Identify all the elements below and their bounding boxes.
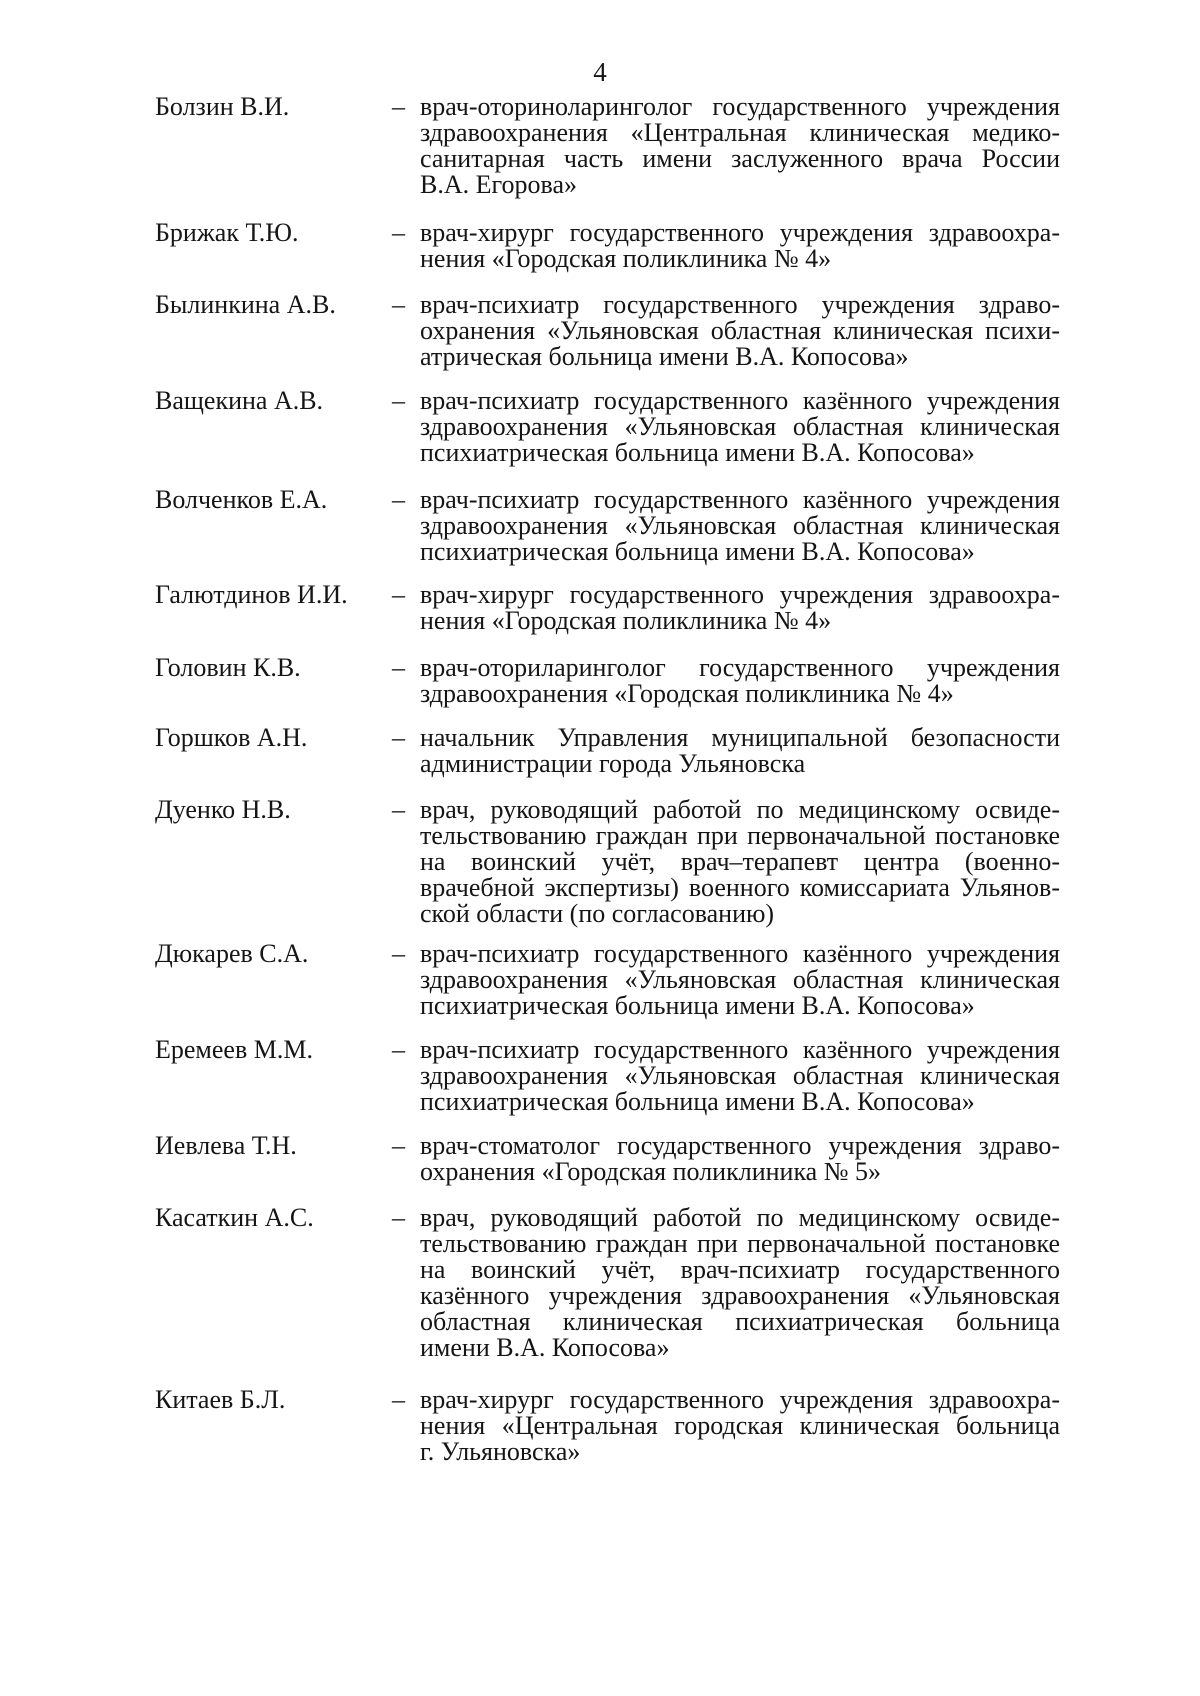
position-line: здравоохранения «Городская поликлиника № 4»: [420, 679, 954, 708]
member-position: [420, 725, 1060, 777]
member-position: [420, 220, 1060, 272]
position-line: врачебной экспертизы) военного комиссариата Ульянов-: [420, 873, 1060, 902]
position-line: врач-психиатр государственного казённого учреждения: [420, 1035, 1060, 1064]
member-name: Волченков Е.А.: [155, 485, 328, 514]
member-position: [420, 1205, 1060, 1361]
member-position: [420, 1387, 1060, 1465]
position-line: В.А. Егорова»: [420, 170, 577, 199]
member-name: Головин К.В.: [155, 653, 301, 682]
position-line: врач-психиатр государственного казённого учреждения: [420, 939, 1060, 968]
dash-separator: –: [392, 1035, 405, 1064]
dash-separator: –: [392, 653, 405, 682]
position-line: нения «Городская поликлиника № 4»: [420, 244, 832, 273]
member-name: Былинкина А.В.: [155, 290, 336, 319]
member-name: Брижак Т.Ю.: [155, 218, 299, 247]
page-number: 4: [593, 57, 607, 87]
member-position: [420, 1037, 1060, 1115]
position-line: врач-хирург государственного учреждения здравоохра-: [420, 580, 1060, 609]
position-line: врач-психиатр государственного учреждения здраво-: [420, 290, 1060, 319]
dash-separator: –: [392, 580, 405, 609]
position-line: врач-стоматолог государственного учреждения здраво-: [420, 1131, 1060, 1160]
position-line: здравоохранения «Ульяновская областная клиническая: [420, 1061, 1060, 1090]
position-line: психиатрическая больница имени В.А. Копосова»: [420, 438, 975, 467]
member-name: Китаев Б.Л.: [155, 1385, 286, 1414]
position-line: нения «Центральная городская клиническая больница: [420, 1411, 1060, 1440]
dash-separator: –: [392, 485, 405, 514]
member-position: [420, 1133, 1060, 1185]
member-position: [420, 797, 1060, 927]
member-name: Ващекина А.В.: [155, 386, 324, 415]
member-position: [420, 292, 1060, 370]
position-line: г. Ульяновска»: [420, 1437, 581, 1466]
position-line: психиатрическая больница имени В.А. Копосова»: [420, 1087, 975, 1116]
position-line: областная клиническая психиатрическая больница: [420, 1307, 1060, 1336]
member-name: Дюкарев С.А.: [155, 939, 309, 968]
position-line: здравоохранения «Ульяновская областная клиническая: [420, 965, 1060, 994]
position-line: психиатрическая больница имени В.А. Копосова»: [420, 991, 975, 1020]
position-line: врач-психиатр государственного казённого учреждения: [420, 386, 1060, 415]
position-line: казённого учреждения здравоохранения «Ульяновская: [420, 1281, 1060, 1310]
position-line: психиатрическая больница имени В.А. Копосова»: [420, 537, 975, 566]
position-line: нения «Городская поликлиника № 4»: [420, 606, 832, 635]
position-line: врач, руководящий работой по медицинскому освиде-: [420, 795, 1060, 824]
member-position: [420, 94, 1060, 198]
position-line: врач-оториноларинголог государственного учреждения: [420, 92, 1060, 121]
member-name: Касаткин А.С.: [155, 1203, 314, 1232]
position-line: охранения «Ульяновская областная клиническая психи-: [420, 316, 1060, 345]
member-name: Иевлева Т.Н.: [155, 1131, 297, 1160]
position-line: тельствованию граждан при первоначальной постановке: [420, 1229, 1060, 1258]
position-line: врач, руководящий работой по медицинскому освиде-: [420, 1203, 1060, 1232]
member-name: Болзин В.И.: [155, 92, 290, 121]
member-position: [420, 487, 1060, 565]
position-line: врач-хирург государственного учреждения здравоохра-: [420, 218, 1060, 247]
member-position: [420, 655, 1060, 707]
position-line: начальник Управления муниципальной безопасности: [420, 723, 1060, 752]
dash-separator: –: [392, 1131, 405, 1160]
position-line: охранения «Городская поликлиника № 5»: [420, 1157, 882, 1186]
position-line: ской области (по согласованию): [420, 899, 775, 928]
dash-separator: –: [392, 218, 405, 247]
member-name: Дуенко Н.В.: [155, 795, 291, 824]
position-line: тельствованию граждан при первоначальной постановке: [420, 821, 1060, 850]
position-line: врач-оториларинголог государственного учреждения: [420, 653, 1060, 682]
position-line: санитарная часть имени заслуженного врача России: [420, 144, 1060, 173]
dash-separator: –: [392, 939, 405, 968]
member-name: Галютдинов И.И.: [155, 580, 348, 609]
member-name: Горшков А.Н.: [155, 723, 308, 752]
dash-separator: –: [392, 1203, 405, 1232]
position-line: на воинский учёт, врач–терапевт центра (военно-: [420, 847, 1060, 876]
position-line: здравоохранения «Центральная клиническая медико-: [420, 118, 1060, 147]
dash-separator: –: [392, 1385, 405, 1414]
dash-separator: –: [392, 290, 405, 319]
member-name: Еремеев М.М.: [155, 1035, 313, 1064]
member-position: [420, 582, 1060, 634]
dash-separator: –: [392, 795, 405, 824]
dash-separator: –: [392, 386, 405, 415]
dash-separator: –: [392, 92, 405, 121]
position-line: администрации города Ульяновска: [420, 749, 806, 778]
member-position: [420, 388, 1060, 466]
position-line: атрическая больница имени В.А. Копосова»: [420, 342, 909, 371]
position-line: здравоохранения «Ульяновская областная клиническая: [420, 412, 1060, 441]
position-line: имени В.А. Копосова»: [420, 1333, 670, 1362]
member-position: [420, 941, 1060, 1019]
position-line: здравоохранения «Ульяновская областная клиническая: [420, 511, 1060, 540]
position-line: врач-хирург государственного учреждения здравоохра-: [420, 1385, 1060, 1414]
position-line: врач-психиатр государственного казённого учреждения: [420, 485, 1060, 514]
dash-separator: –: [392, 723, 405, 752]
position-line: на воинский учёт, врач-психиатр государственного: [420, 1255, 1060, 1284]
